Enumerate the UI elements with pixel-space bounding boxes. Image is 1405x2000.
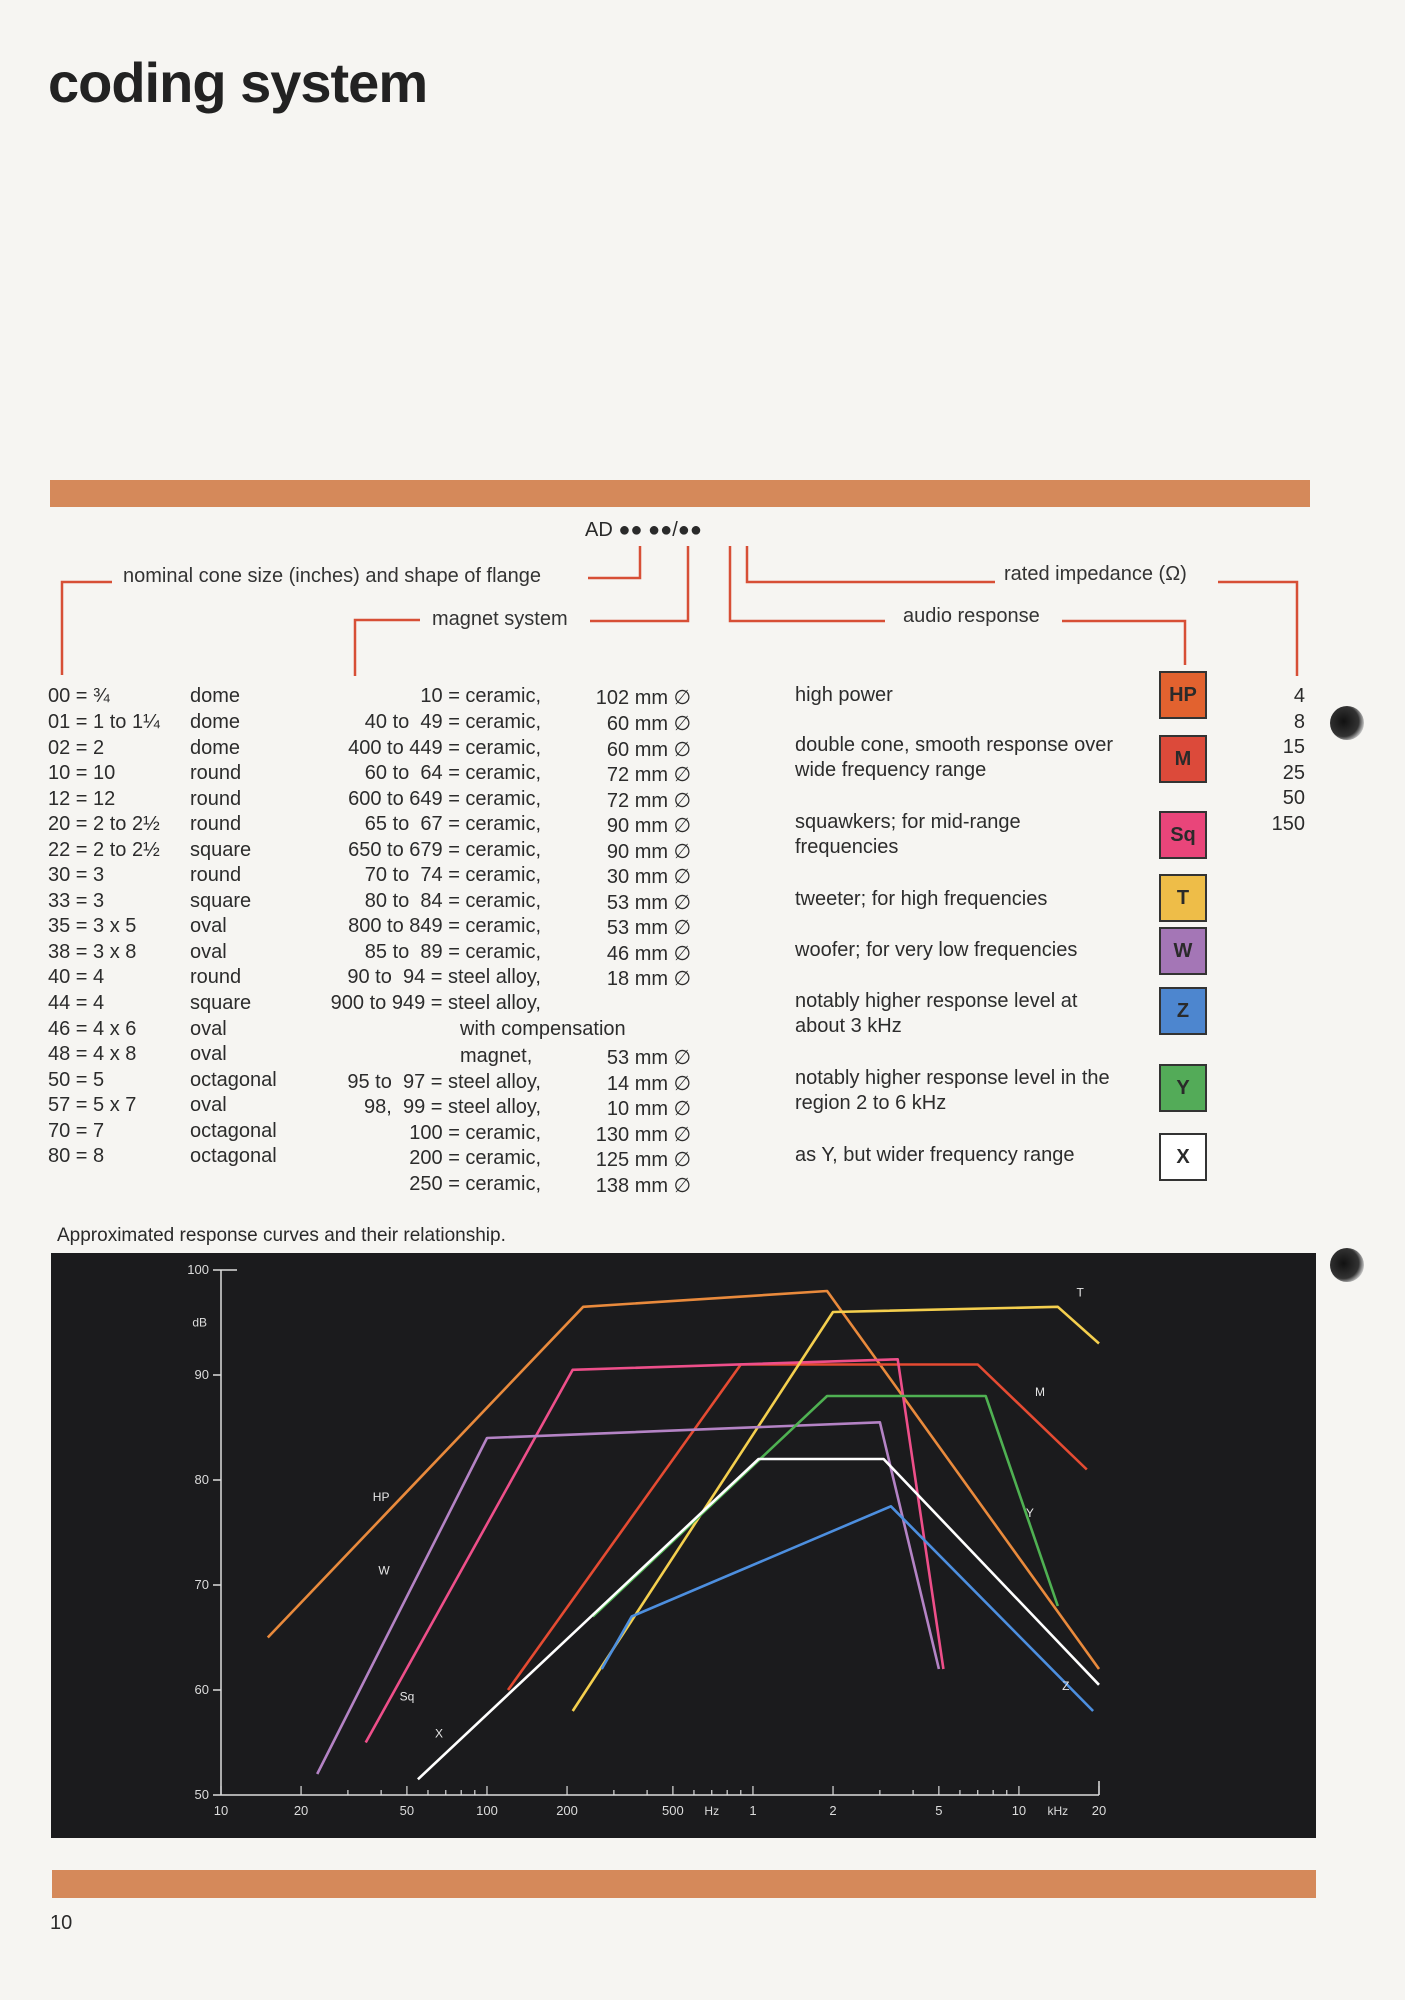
impedance-value: 150 xyxy=(1271,813,1305,835)
impedance-value: 25 xyxy=(1282,762,1305,784)
flange-shape: round xyxy=(190,788,242,810)
x-tick-label: 500 xyxy=(662,1803,684,1818)
chart-caption: Approximated response curves and their relationship. xyxy=(57,1225,506,1246)
badge-code: T xyxy=(1176,886,1190,909)
response-badge-y xyxy=(1159,1064,1207,1112)
magnet-code: 100 = ceramic, xyxy=(409,1122,541,1144)
magnet-code: 85 to 89 = ceramic, xyxy=(364,941,541,963)
x-tick-label: 5 xyxy=(935,1803,943,1818)
response-badge-w xyxy=(1159,927,1207,975)
impedance-value: 4 xyxy=(1293,685,1305,707)
curve-label-sq: Sq xyxy=(399,1689,415,1704)
bottom-color-band xyxy=(52,1870,1316,1898)
response-badge-z xyxy=(1159,987,1207,1035)
cone-size-code: 00 = ¾ xyxy=(48,685,110,707)
cone-size-code: 80 = 8 xyxy=(48,1145,105,1167)
curve-label-y: Y xyxy=(1025,1505,1034,1520)
x-tick-label: 200 xyxy=(556,1803,578,1818)
cone-size-code: 12 = 12 xyxy=(48,788,116,810)
flange-shape: oval xyxy=(190,1094,227,1116)
response-badge-x xyxy=(1159,1133,1207,1181)
magnet-diameter: 46 mm ∅ xyxy=(606,943,691,965)
magnet-diameter: 53 mm ∅ xyxy=(606,917,691,939)
magnet-code: 80 to 84 = ceramic, xyxy=(364,890,541,912)
response-curve-w xyxy=(317,1422,939,1774)
response-description: notably higher response level in the region 2 to 6 kHz xyxy=(795,1067,1110,1114)
flange-shape: round xyxy=(190,966,242,988)
curve-label-x: X xyxy=(434,1726,443,1741)
cone-size-code: 01 = 1 to 1¼ xyxy=(48,711,160,733)
flange-shape: round xyxy=(190,762,242,784)
flange-shape: octagonal xyxy=(190,1069,277,1091)
flange-shape: dome xyxy=(190,685,241,707)
badge-code: M xyxy=(1174,747,1192,770)
flange-shape: square xyxy=(190,890,252,912)
magnet-diameter: 90 mm ∅ xyxy=(606,815,691,837)
cone-size-code: 33 = 3 xyxy=(48,890,105,912)
response-badge-m xyxy=(1159,735,1207,783)
page-title: coding system xyxy=(48,51,428,114)
magnet-code: 600 to 649 = ceramic, xyxy=(348,788,541,810)
y-tick-label: 60 xyxy=(194,1682,209,1697)
magnet-code: 40 to 49 = ceramic, xyxy=(364,711,541,733)
cone-size-label: nominal cone size (inches) and shape of flange xyxy=(123,565,542,587)
curve-label-t: T xyxy=(1076,1285,1084,1300)
cone-size-code: 22 = 2 to 2½ xyxy=(48,839,160,861)
magnet-code: 400 to 449 = ceramic, xyxy=(348,737,541,759)
badge-code: HP xyxy=(1169,683,1197,706)
magnet-diameter: 125 mm ∅ xyxy=(595,1149,691,1171)
response-curve-sq xyxy=(366,1359,944,1742)
audio-leader-line xyxy=(1062,621,1185,665)
curve-label-w: W xyxy=(378,1563,390,1578)
magnet-system-label: magnet system xyxy=(432,608,568,630)
cone-size-code: 35 = 3 x 5 xyxy=(48,915,137,937)
impedance-leader-line xyxy=(1218,582,1297,676)
flange-shape: octagonal xyxy=(190,1120,277,1142)
magnet-diameter: 102 mm ∅ xyxy=(595,687,691,709)
magnet-diameter: 60 mm ∅ xyxy=(606,739,691,761)
y-tick-label: 70 xyxy=(194,1577,209,1592)
y-tick-label: 100 xyxy=(187,1262,209,1277)
x-tick-label: 10 xyxy=(1011,1803,1027,1818)
page-number: 10 xyxy=(50,1912,73,1934)
type-code: AD ●● ●●/●● xyxy=(585,519,702,541)
flange-shape: square xyxy=(190,839,252,861)
flange-shape: octagonal xyxy=(190,1145,277,1167)
x-unit-label-hz: Hz xyxy=(704,1804,720,1818)
flange-shape: dome xyxy=(190,711,241,733)
curve-label-m: M xyxy=(1034,1385,1045,1399)
cone-size-code: 30 = 3 xyxy=(48,864,105,886)
badge-code: Z xyxy=(1176,999,1190,1022)
magnet-code: 250 = ceramic, xyxy=(409,1173,541,1195)
magnet-code: 650 to 679 = ceramic, xyxy=(348,839,541,861)
cone-size-code: 46 = 4 x 6 xyxy=(48,1018,137,1040)
y-tick-label: 80 xyxy=(194,1472,209,1487)
y-tick-label: 90 xyxy=(194,1367,209,1382)
impedance-label: rated impedance (Ω) xyxy=(1004,563,1187,585)
chart-curves xyxy=(268,1291,1099,1779)
response-curve-hp xyxy=(268,1291,1099,1669)
response-description: woofer; for very low frequencies xyxy=(795,939,1078,961)
response-description: tweeter; for high frequencies xyxy=(795,888,1048,910)
response-description: double cone, smooth response over wide frequency range xyxy=(795,734,1113,781)
y-tick-label: 50 xyxy=(194,1787,209,1802)
cone-size-code: 44 = 4 xyxy=(48,992,105,1014)
x-unit-label-khz: kHz xyxy=(1047,1804,1069,1818)
magnet-diameter: 72 mm ∅ xyxy=(606,764,691,786)
magnet-diameter: 10 mm ∅ xyxy=(606,1098,691,1120)
response-badge-sq xyxy=(1159,811,1207,859)
response-badge-hp xyxy=(1159,671,1207,719)
chart-curve-labels xyxy=(373,1285,1085,1740)
badge-code: Y xyxy=(1176,1076,1190,1099)
cone-size-code: 20 = 2 to 2½ xyxy=(48,813,160,835)
x-tick-label: 10 xyxy=(213,1803,229,1818)
y-axis-unit-label: dB xyxy=(192,1315,207,1330)
magnet-code: 90 to 94 = steel alloy, xyxy=(347,966,541,988)
magnet-diameter: 90 mm ∅ xyxy=(606,841,691,863)
magnet-code: with compensation xyxy=(460,1018,626,1040)
magnet-code: 900 to 949 = steel alloy, xyxy=(330,992,541,1014)
impedance-value: 8 xyxy=(1293,711,1305,733)
response-curve-x xyxy=(418,1459,1099,1779)
binder-hole xyxy=(1330,706,1364,740)
magnet-diameter: 53 mm ∅ xyxy=(606,892,691,914)
cone-leader-line xyxy=(62,582,112,675)
x-tick-label: 20 xyxy=(1091,1803,1107,1818)
flange-shape: oval xyxy=(190,1018,227,1040)
audio-response-label: audio response xyxy=(903,605,1040,627)
cone-size-code: 57 = 5 x 7 xyxy=(48,1094,137,1116)
cone-size-code: 40 = 4 xyxy=(48,966,105,988)
flange-shape: oval xyxy=(190,941,227,963)
response-description: squawkers; for mid-range frequencies xyxy=(795,811,1021,858)
badge-code: X xyxy=(1176,1145,1190,1168)
badge-code: W xyxy=(1173,939,1193,962)
response-badge-t xyxy=(1159,874,1207,922)
x-tick-label: 2 xyxy=(829,1803,837,1818)
curve-label-z: Z xyxy=(1062,1679,1070,1693)
impedance-leader-link xyxy=(747,546,995,582)
magnet-code: magnet, xyxy=(460,1045,533,1067)
magnet-diameter: 138 mm ∅ xyxy=(595,1175,691,1197)
x-tick-label: 100 xyxy=(476,1803,498,1818)
cone-size-code: 02 = 2 xyxy=(48,737,105,759)
magnet-code: 65 to 67 = ceramic, xyxy=(364,813,541,835)
x-tick-label: 50 xyxy=(399,1803,415,1818)
binder-hole xyxy=(1330,1248,1364,1282)
magnet-leader-line xyxy=(355,620,420,676)
magnet-diameter: 72 mm ∅ xyxy=(606,790,691,812)
impedance-value: 50 xyxy=(1282,787,1305,809)
flange-shape: oval xyxy=(190,915,227,937)
magnet-code: 10 = ceramic, xyxy=(420,685,541,707)
impedance-value: 15 xyxy=(1282,736,1305,758)
leader-lines xyxy=(0,0,1405,700)
cone-size-code: 10 = 10 xyxy=(48,762,116,784)
response-chart-svg xyxy=(51,1253,1316,1838)
response-curve-y xyxy=(593,1396,1058,1617)
flange-shape: round xyxy=(190,864,242,886)
magnet-code: 95 to 97 = steel alloy, xyxy=(347,1071,541,1093)
magnet-diameter: 18 mm ∅ xyxy=(606,968,691,990)
magnet-diameter: 30 mm ∅ xyxy=(606,866,691,888)
chart-axes xyxy=(187,1262,1106,1818)
response-curve-m xyxy=(508,1365,1087,1691)
x-tick-label: 20 xyxy=(293,1803,309,1818)
magnet-code: 70 to 74 = ceramic, xyxy=(364,864,541,886)
cone-size-code: 38 = 3 x 8 xyxy=(48,941,137,963)
response-description: high power xyxy=(795,684,893,706)
audio-leader-link xyxy=(730,546,885,621)
cone-size-code: 48 = 4 x 8 xyxy=(48,1043,137,1065)
badge-code: Sq xyxy=(1170,823,1196,846)
magnet-diameter: 53 mm ∅ xyxy=(606,1047,691,1069)
magnet-code: 200 = ceramic, xyxy=(409,1147,541,1169)
cone-leader-link xyxy=(588,546,640,578)
flange-shape: square xyxy=(190,992,252,1014)
magnet-code: 60 to 64 = ceramic, xyxy=(364,762,541,784)
flange-shape: oval xyxy=(190,1043,227,1065)
response-description: notably higher response level at about 3 kHz xyxy=(795,990,1078,1037)
cone-size-code: 70 = 7 xyxy=(48,1120,105,1142)
response-chart xyxy=(51,1253,1316,1838)
x-tick-label: 1 xyxy=(749,1803,757,1818)
curve-label-hp: HP xyxy=(372,1490,390,1504)
response-description: as Y, but wider frequency range xyxy=(795,1144,1075,1166)
magnet-diameter: 60 mm ∅ xyxy=(606,713,691,735)
flange-shape: dome xyxy=(190,737,241,759)
flange-shape: round xyxy=(190,813,242,835)
magnet-diameter: 130 mm ∅ xyxy=(595,1124,691,1146)
cone-size-code: 50 = 5 xyxy=(48,1069,105,1091)
magnet-diameter: 14 mm ∅ xyxy=(606,1073,691,1095)
magnet-code: 800 to 849 = ceramic, xyxy=(348,915,541,937)
magnet-code: 98, 99 = steel alloy, xyxy=(364,1096,541,1118)
